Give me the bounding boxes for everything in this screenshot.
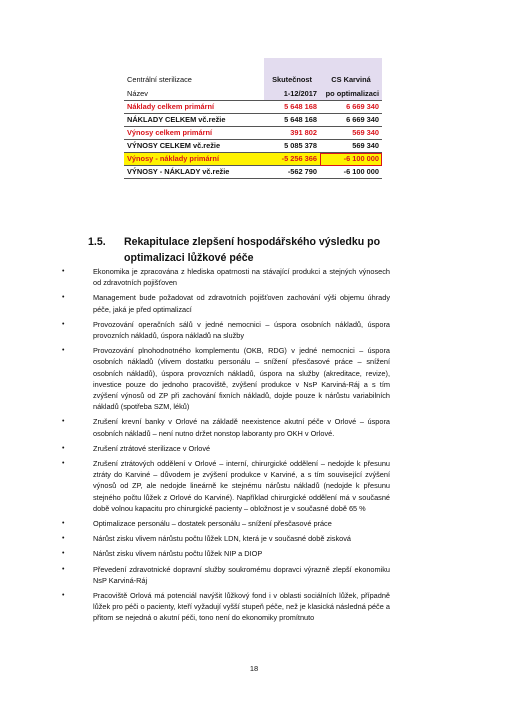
bullet-icon: •: [62, 592, 65, 600]
row-label: NÁKLADY CELKEM vč.režie: [124, 114, 264, 127]
list-item: [60, 345, 390, 412]
row-value-2: -6 100 000: [320, 166, 382, 179]
section-number: 1.5.: [88, 236, 106, 248]
list-item-text: Zrušení krevní banky v Orlové na základě neexistence akutní péče v Orlové – úspora osobních nákladů – není nutno držet nonstop laboranty pro OKH v Orlové.: [93, 417, 390, 438]
list-item: [60, 416, 390, 438]
row-value-1: 5 648 168: [264, 101, 320, 114]
cost-table: [124, 58, 382, 179]
list-item: [60, 443, 390, 454]
list-item: [60, 319, 390, 341]
list-item: [60, 292, 390, 314]
table-row: [124, 166, 382, 179]
list-item-text: Management bude požadovat od zdravotních pojišťoven zachování výši objemu úhrady péče, jaká je před optimalizací: [93, 293, 390, 314]
list-item-text: Pracoviště Orlová má potenciál navýšit lůžkový fond i v oblasti sociálních lůžek, případně lůžek pro péči o pacienty, kteří vyžadují vyšší stupeň péče, než je klasická následná péče a přitom se nejedná o akutní péči, tono není do ekonomiky promítnuto: [93, 591, 390, 623]
cost-table-grid: [124, 58, 382, 179]
bullet-icon: •: [62, 460, 65, 468]
list-item-text: Ekonomika je zpracována z hlediska opatrnosti na stávající produkci a stejných výnosech od zdravotních pojišťoven: [93, 267, 390, 288]
row-label: VÝNOSY - NÁKLADY vč.režie: [124, 166, 264, 179]
bullet-icon: •: [62, 294, 65, 302]
col2-sub: po optimalizaci: [320, 88, 382, 101]
bullet-icon: •: [62, 444, 65, 452]
row-value-1: -5 256 366: [264, 153, 320, 166]
bullet-icon: •: [62, 520, 65, 528]
bullet-icon: •: [62, 550, 65, 558]
row-value-2: 569 340: [320, 140, 382, 153]
row-value-2: 6 669 340: [320, 101, 382, 114]
list-item: [60, 518, 390, 529]
list-item: [60, 548, 390, 559]
list-item-text: Nárůst zisku vlivem nárůstu počtu lůžek NIP a DIOP: [93, 549, 263, 559]
table-header-row: [124, 58, 382, 88]
table-title: Centrální sterilizace: [127, 75, 192, 84]
row-value-1: 5 648 168: [264, 114, 320, 127]
row-value-1: 391 802: [264, 127, 320, 140]
name-label: Název: [124, 88, 264, 101]
row-value-2: 569 340: [320, 127, 382, 140]
row-label: Náklady celkem primární: [124, 101, 264, 114]
row-value-1: 5 085 378: [264, 140, 320, 153]
list-item-text: Zrušení ztrátových oddělení v Orlové – interní, chirurgické oddělení – nedojde k přesunu ztráty do Karviné – důvodem je zvýšení produkce v Karviné, a s tím související zvýšení výnosů od ZP, ale nedojde lineárně ke stejnému nárůstu nákladů (nedojde k přesunu stejného počtu lůžek z Orlové do Karviné). Například chirurgické oddělení má v současné době volnou kapacitu pro chirurgické pacienty – obložnost je v současné době 65 %: [93, 459, 390, 513]
table-subheader-row: [124, 88, 382, 101]
section-title: Rekapitulace zlepšení hospodářského výsledku po optimalizaci lůžkové péče: [124, 236, 381, 264]
row-label: Výnosy celkem primární: [124, 127, 264, 140]
list-item-text: Zrušení ztrátové sterilizace v Orlové: [93, 443, 211, 453]
list-item: [60, 590, 390, 624]
list-item: [60, 564, 390, 586]
list-item-text: Optimalizace personálu – dostatek personálu – snížení přesčasové práce: [93, 519, 332, 529]
page-number: 18: [249, 664, 259, 673]
table-row: [124, 114, 382, 127]
table-row: [124, 127, 382, 140]
list-item: [60, 266, 390, 288]
row-label: VÝNOSY CELKEM vč.režie: [124, 140, 264, 153]
row-label: Výnosy - náklady primární: [124, 153, 264, 166]
bullet-icon: •: [62, 565, 65, 573]
table-row: [124, 101, 382, 114]
table-row: [124, 140, 382, 153]
list-item: [60, 533, 390, 544]
row-value-1: -562 790: [264, 166, 320, 179]
list-item-text: Převedení zdravotnické dopravní služby soukromému dopravci výrazně zlepší ekonomiku NsP Karviná-Ráj: [93, 564, 390, 585]
list-item-text: Provozování plnohodnotného komplementu (OKB, RDG) v jedné nemocnici – úspora osobních nákladů (vlivem dostatku personálu – snížení přesčasové práce – snížení osobních nákladů), úspora provozních nákladů, úspora na služby (akreditace, revize), investice pouze do jednoho pracoviště, zvýšení produkce v NsP Karviná-Ráj a s tím zvýšení výnosů od ZP při zachování fixních nákladů, dojde pouze k nárůstu variabilních nákladů (spotřeba SZM, léků): [93, 346, 390, 412]
table-row: [124, 153, 382, 166]
row-value-2: 6 669 340: [320, 114, 382, 127]
list-item-text: Provozování operačních sálů v jedné nemocnici – úspora osobních nákladů, úspora provozních nákladů, úspora nákladů na služby: [93, 319, 390, 341]
col1-sub: 1-12/2017: [264, 88, 320, 101]
list-item-text: Nárůst zisku vlivem nárůstu počtu lůžek LDN, která je v současné době zisková: [93, 534, 351, 544]
bullet-icon: •: [62, 347, 65, 355]
row-value-2: -6 100 000: [320, 153, 382, 166]
bullet-list: [60, 266, 390, 628]
col1-header: Skutečnost: [264, 58, 320, 88]
bullet-icon: •: [62, 418, 65, 426]
bullet-icon: •: [62, 268, 65, 275]
list-item: [60, 458, 390, 514]
col2-header: CS Karviná: [320, 58, 382, 88]
bullet-icon: •: [62, 535, 65, 543]
bullet-icon: •: [62, 320, 65, 328]
